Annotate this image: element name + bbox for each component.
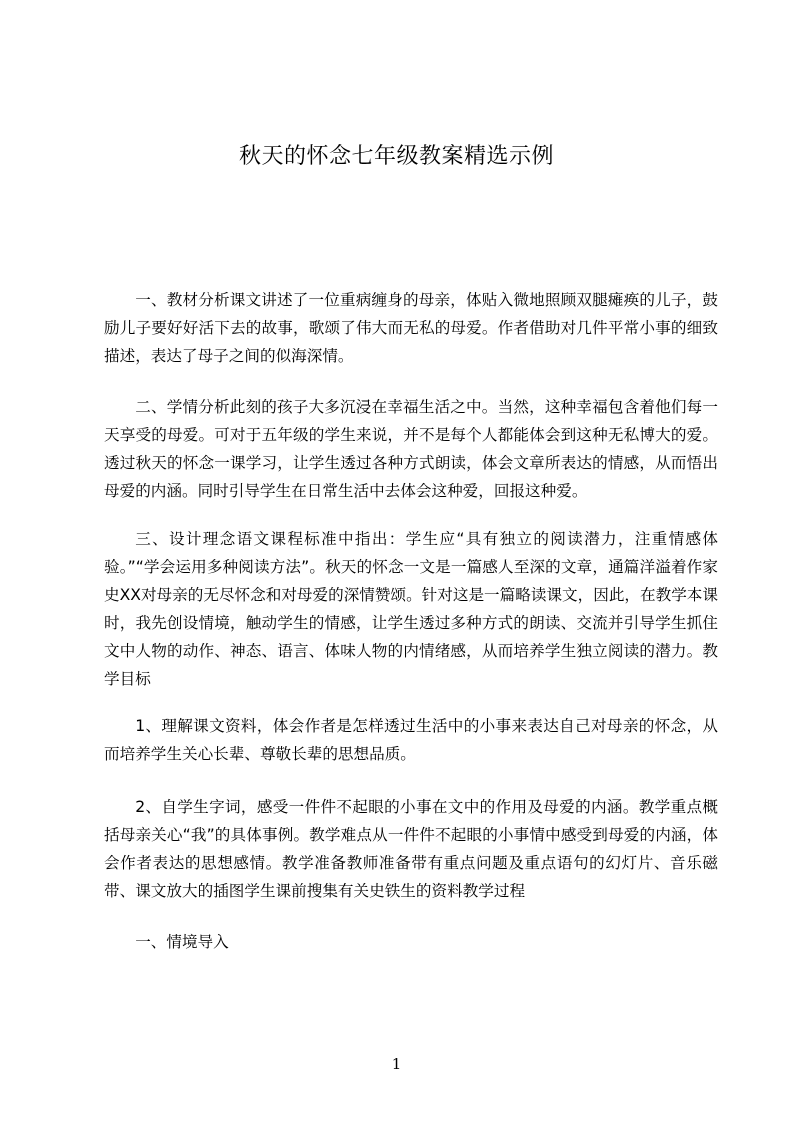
paragraph-design-concept: 三、设计理念语文课程标准中指出：学生应“具有独立的阅读潜力，注重情感体验。”“学会运用多种阅读方法”。秋天的怀念一文是一篇感人至深的文章，通篇洋溢着作家史XX对母亲的无尽怀念和对母爱的深情赞颂。针对这是一篇略读课文，因此，在教学本课时，我先创设情境，触动学生的情感，让学生透过多种方式的朗读、交流并引导学生抓住文中人物的动作、神态、语言、体味人物的内情绪感，从而培养学生独立阅读的潜力。教学目标 — [104, 530, 718, 688]
paragraph-objective-1: 1、理解课文资料，体会作者是怎样透过生活中的小事来表达自己对母亲的怀念，从而培养学生关心长辈、尊敬长辈的思想品质。 — [104, 717, 718, 763]
paragraph-student-analysis: 二、学情分析此刻的孩子大多沉浸在幸福生活之中。当然，这种幸福包含着他们每一天享受的母爱。可对于五年级的学生来说，并不是每个人都能体会到这种无私博大的爱。透过秋天的怀念一课学习，让学生透过各种方式朗读，体会文章所表达的情感，从而悟出母爱的内涵。同时引导学生在日常生活中去体会这种爱，回报这种爱。 — [104, 398, 718, 500]
document-title: 秋天的怀念七年级教案精选示例 — [238, 144, 554, 169]
page-number: 1 — [391, 1055, 402, 1073]
paragraph-section-intro: 一、情境导入 — [135, 933, 229, 951]
paragraph-objective-2: 2、自学生字词，感受一件件不起眼的小事在文中的作用及母爱的内涵。教学重点概括母亲关心“我”的具体事例。教学难点从一件件不起眼的小事情中感受到母爱的内涵，体会作者表达的思想感情。教学准备教师准备带有重点问题及重点语句的幻灯片、音乐磁带、课文放大的插图学生课前搜集有关史铁生的资料教学过程 — [104, 798, 718, 900]
paragraph-textbook-analysis: 一、教材分析课文讲述了一位重病缠身的母亲，体贴入微地照顾双腿瘫痪的儿子，鼓励儿子要好好活下去的故事，歌颂了伟大而无私的母爱。作者借助对几件平常小事的细致描述，表达了母子之间的似海深情。 — [104, 291, 718, 365]
